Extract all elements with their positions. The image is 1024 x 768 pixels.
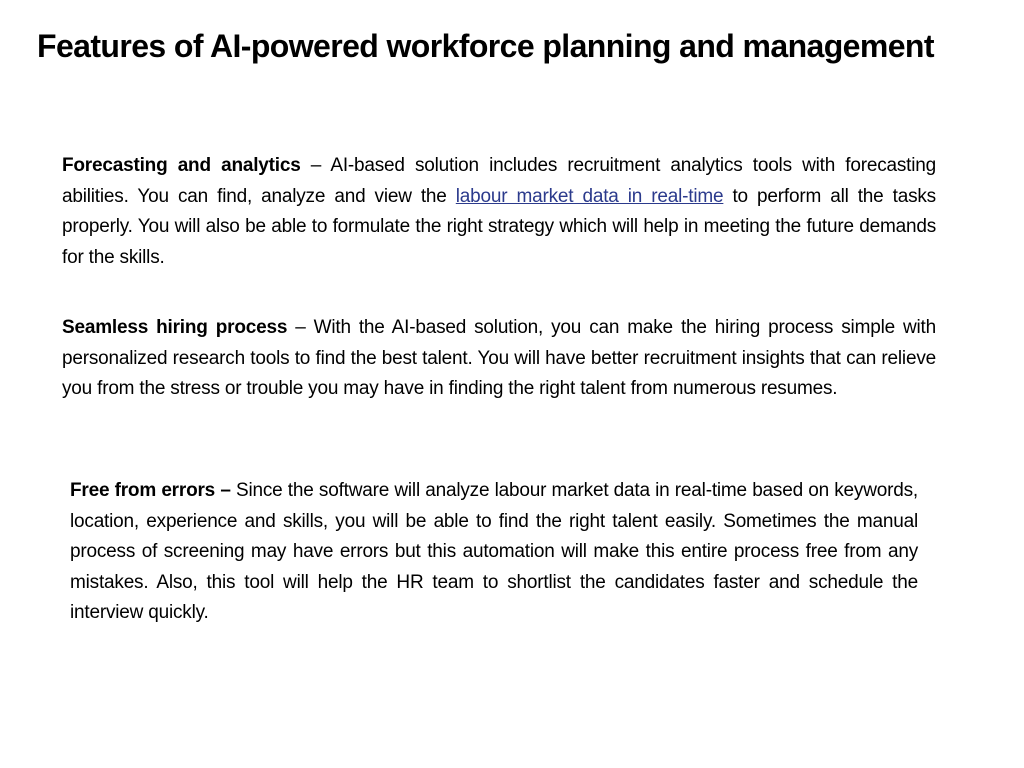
labour-market-data-link[interactable]: labour market data in real-time	[455, 185, 724, 207]
paragraph-free-from-errors	[70, 476, 918, 629]
paragraph-text: Since the software will analyze labour market data in real-time based on keywords, location, experience and skills, you will be able to find the right talent easily. Sometimes the manual process of screening may have errors but this automation will make this entire process free from any mistakes. Also, this tool will help the HR team to shortlist the candidates faster and schedule the interview quickly.	[70, 480, 918, 623]
paragraph-text: to perform all the tasks properly. You will also be able to formulate the right strategy which will help in meeting the future demands for the skills.	[62, 185, 936, 268]
paragraph-text: With the AI-based solution, you can make the hiring process simple with personalized research tools to find the best talent. You will have better recruitment insights that can relieve you from the stress or trouble you may have in finding the right talent from numerous resumes.	[62, 317, 936, 399]
paragraph-heading-forecasting: Forecasting and analytics	[62, 155, 301, 176]
separator: –	[300, 155, 331, 176]
paragraph-heading-seamless-hiring: Seamless hiring process	[62, 317, 288, 338]
separator: –	[287, 317, 314, 338]
slide-title: Features of AI-powered workforce planning and management	[37, 28, 934, 64]
paragraph-forecasting	[62, 151, 936, 273]
paragraph-heading-free-from-errors: Free from errors –	[70, 480, 231, 501]
paragraph-seamless-hiring	[62, 313, 936, 405]
paragraph-text: AI-based solution includes recruitment analytics tools with forecasting abilities. You can find, analyze and view the	[62, 155, 937, 207]
